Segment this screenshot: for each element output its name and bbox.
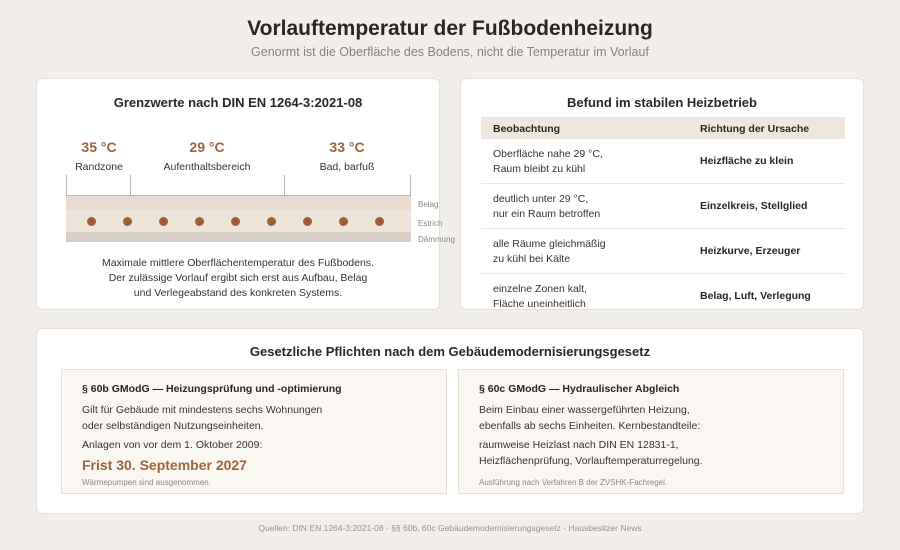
heating-pipe [375, 217, 384, 226]
table-header [481, 117, 845, 139]
cause-cell: Heizkurve, Erzeuger [700, 245, 801, 257]
limit-value: 33 °C [329, 139, 365, 155]
heating-pipe [339, 217, 348, 226]
zone-divider [410, 175, 411, 195]
page-title: Vorlauftemperatur der Fußbodenheizung [247, 17, 653, 40]
cause-cell: Heizfläche zu klein [700, 155, 794, 167]
layer-label-belag: Belag [418, 200, 439, 209]
heating-pipe [267, 217, 276, 226]
cause-cell: Einzelkreis, Stellglied [700, 200, 808, 212]
page-subtitle: Genormt ist die Oberfläche des Bodens, nicht die Temperatur im Vorlauf [251, 45, 649, 59]
findings-card [460, 78, 864, 310]
layer-label-estrich: Estrich [418, 219, 443, 228]
heating-pipe [87, 217, 96, 226]
heating-pipe [303, 217, 312, 226]
law-card-title: Gesetzliche Pflichten nach dem Gebäudemodernisierungsgesetz [249, 344, 651, 359]
paragraph-60c-footnote: Ausführung nach Verfahren B der ZVSHK-Fachregel. [479, 478, 668, 487]
zone-divider [130, 175, 131, 195]
sources-footer: Quellen: DIN EN 1264-3:2021-08 · §§ 60b, 60c Gebäudemodernisierungsgesetz · Hausbesitzer News [258, 523, 642, 533]
limit-label: Bad, barfuß [319, 161, 375, 173]
layer-label-daemmung: Dämmung [418, 235, 455, 244]
description-line: Maximale mittlere Oberflächentemperatur des Fußbodens. [102, 257, 374, 269]
paragraph-60c-items: raumweise Heizlast nach DIN EN 12831-1, Heizflächenprüfung, Vorlauftemperaturregelung. [479, 439, 703, 467]
paragraph-60b-title: § 60b GModG — Heizungsprüfung und -optimierung [82, 383, 342, 395]
paragraph-60b-note: Anlagen von vor dem 1. Oktober 2009: [82, 439, 263, 451]
paragraph-60c-title: § 60c GModG — Hydraulischer Abgleich [479, 383, 680, 395]
deadline-text: Frist 30. September 2027 [82, 457, 247, 473]
description-line: und Verlegeabstand des konkreten Systems. [133, 287, 343, 299]
zone-divider [284, 175, 285, 195]
limit-value: 29 °C [189, 139, 225, 155]
heating-pipe [231, 217, 240, 226]
observation-cell: deutlich unter 29 °C, nur ein Raum betroffen [493, 193, 601, 220]
paragraph-60c-box [458, 369, 844, 494]
limit-label: Randzone [75, 161, 123, 173]
limits-card-title: Grenzwerte nach DIN EN 1264-3:2021-08 [113, 95, 363, 110]
observation-cell: einzelne Zonen kalt, Fläche uneinheitlich [493, 283, 587, 310]
table-row [481, 184, 845, 229]
layer-belag [66, 196, 411, 210]
heating-pipe [195, 217, 204, 226]
description-line: Der zulässige Vorlauf ergibt sich erst aus Aufbau, Belag [108, 272, 368, 284]
zone-divider [66, 175, 67, 195]
table-row [481, 139, 845, 184]
paragraph-60b-footnote: Wärmepumpen sind ausgenommen. [82, 478, 211, 487]
layer-daemmung [66, 232, 411, 242]
observation-cell: Oberfläche nahe 29 °C, Raum bleibt zu kühl [493, 148, 603, 175]
limit-randzone [39, 139, 159, 173]
limit-aufenthaltsbereich [147, 139, 267, 173]
heating-pipe [123, 217, 132, 226]
heating-pipe [159, 217, 168, 226]
cause-cell: Belag, Luft, Verlegung [700, 290, 811, 302]
limits-description [37, 256, 439, 301]
column-header-cause: Richtung der Ursache [700, 123, 810, 135]
column-header-observation: Beobachtung [493, 123, 561, 135]
limit-value: 35 °C [81, 139, 117, 155]
limits-card [36, 78, 455, 310]
limit-label: Aufenthaltsbereich [163, 161, 251, 173]
paragraph-60c-text: Beim Einbau einer wassergeführten Heizung, ebenfalls ab sechs Einheiten. Kernbestandteile: [479, 404, 701, 432]
table-row [481, 229, 845, 274]
table-row [481, 274, 845, 310]
observation-cell: alle Räume gleichmäßig zu kühl bei Kälte [493, 238, 606, 265]
findings-card-title: Befund im stabilen Heizbetrieb [567, 95, 757, 110]
paragraph-60b-box [61, 369, 447, 494]
paragraph-60b-text: Gilt für Gebäude mit mindestens sechs Wohnungen oder selbständigen Nutzungseinheiten. [82, 404, 323, 432]
law-card [36, 328, 864, 514]
limit-bad [287, 139, 407, 173]
